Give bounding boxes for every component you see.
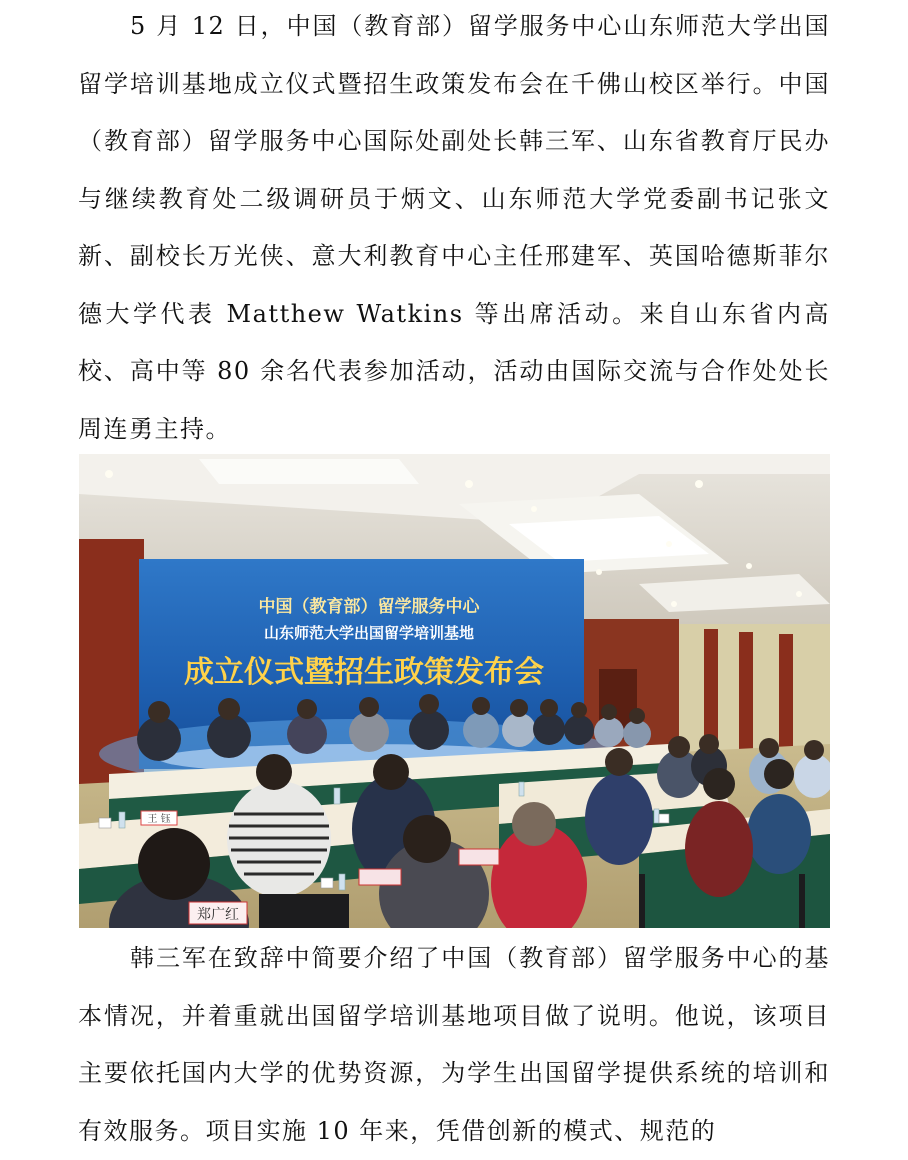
nameplate-small: 王 钰 [147,814,171,825]
banner-line-1: 中国（教育部）留学服务中心 [258,597,480,617]
paragraph-intro: 5 月 12 日，中国（教育部）留学服务中心山东师范大学出国留学培训基地成立仪式暨招生政策发布会在千佛山校区举行。中国（教育部）留学服务中心国际处副处长韩三军、山东省教育厅民办与继续教育处二级调研员于炳文、山东师范大学党委副书记张文新、副校长万光侠、意大利教育中心主任邢建军、英国哈德斯菲尔德大学代表 Matthew Watkins 等出席活动。来自山东省内高校、高中等 80 余名代表参加活动，活动由国际交流与合作处处长周连勇主持。 [78,12,830,443]
banner-line-3: 成立仪式暨招生政策发布会 [184,655,544,690]
conference-room-photo [79,454,830,928]
banner-line-2: 山东师范大学出国留学培训基地 [263,624,475,642]
nameplate-front: 郑广红 [197,907,239,923]
paragraph-speech: 韩三军在致辞中简要介绍了中国（教育部）留学服务中心的基本情况，并着重就出国留学培训基地项目做了说明。他说，该项目主要依托国内大学的优势资源，为学生出国留学提供系统的培训和有效服务。项目实施 10 年来，凭借创新的模式、规范的 [78,944,830,1145]
event-photo [79,454,830,928]
